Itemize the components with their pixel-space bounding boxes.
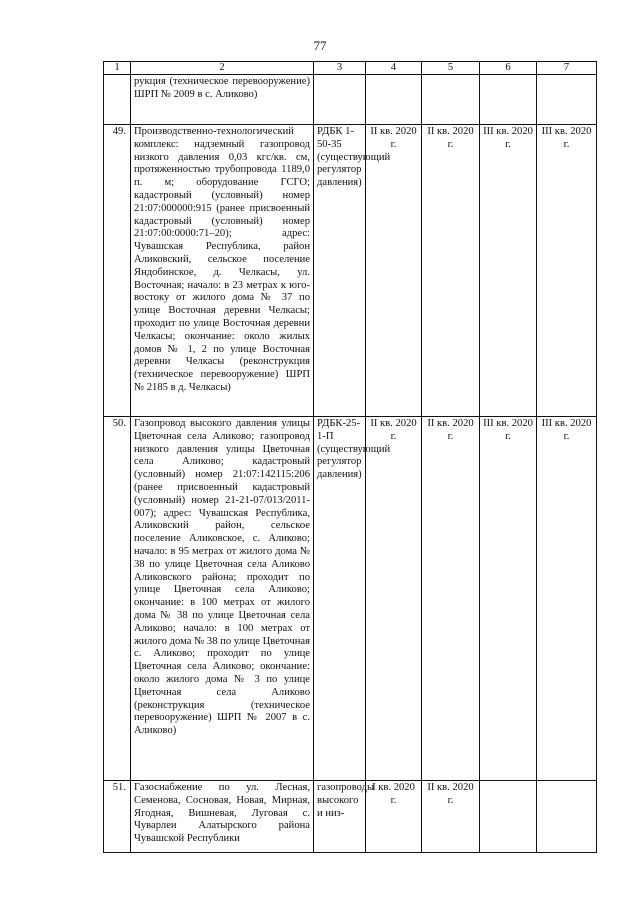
column-header: 5	[422, 62, 480, 75]
table-row	[104, 781, 597, 853]
quarter-cell: III кв. 2020 г.	[480, 417, 537, 781]
column-header: 1	[104, 62, 131, 75]
object-description: Газоснабжение по ул. Лесная, Семенова, Сосновая, Новая, Мирная, Ягодная, Вишневая, Луговая с. Чуварлеи Алатырского района Чувашской Республики	[131, 781, 314, 853]
quarter-cell	[366, 75, 422, 125]
row-number: 50.	[104, 417, 131, 781]
page-number: 77	[313, 38, 327, 53]
column-header: 6	[480, 62, 537, 75]
quarter-cell: III кв. 2020 г.	[480, 125, 537, 417]
quarter-cell: II кв. 2020 г.	[422, 417, 480, 781]
quarter-cell: III кв. 2020 г.	[537, 125, 597, 417]
equipment-type	[314, 75, 366, 125]
quarter-cell	[480, 781, 537, 853]
column-header: 4	[366, 62, 422, 75]
quarter-cell	[537, 75, 597, 125]
row-number: 49.	[104, 125, 131, 417]
table-row	[104, 75, 597, 125]
quarter-cell: II кв. 2020 г.	[422, 125, 480, 417]
column-header: 7	[537, 62, 597, 75]
row-number	[104, 75, 131, 125]
quarter-cell: II кв. 2020 г.	[366, 125, 422, 417]
equipment-type: РДБК-25-1-П (существующий регулятор давления)	[314, 417, 366, 781]
column-header: 3	[314, 62, 366, 75]
quarter-cell	[537, 781, 597, 853]
quarter-cell: III кв. 2020 г.	[537, 417, 597, 781]
quarter-cell	[480, 75, 537, 125]
quarter-cell: I кв. 2020 г.	[366, 781, 422, 853]
table-row	[104, 125, 597, 417]
row-number: 51.	[104, 781, 131, 853]
table-row	[104, 417, 597, 781]
column-header: 2	[131, 62, 314, 75]
quarter-cell: II кв. 2020 г.	[366, 417, 422, 781]
object-description: Газопровод высокого давления улицы Цветочная села Аликово; газопровод низкого давления улицы Цветочная села Аликово; кадастровый (условный) номер 21:07:142115:206 (ранее присвоенный кадастровый (условный) номер 21-21-07/013/2011-007); адрес: Чувашская Республика, Аликовский район, сельское поселение Аликовское, с. Аликово; начало: в 95 метрах от жилого дома № 38 по улице Цветочная села Аликово Аликовского района; проходит по улице Цветочная села Аликово; окончание: в 100 метрах от жилого дома № 38 по улице Цветочная села Аликово; начало: в 100 метрах от жилого дома № 38 по улице Цветочная с. Аликово; проходит по улице Цветочная села Аликово; окончание: около жилого дома № 3 по улице Цветочная села Аликово (реконструкция (техническое перевооружение) ШРП № 2007 в с. Аликово)	[131, 417, 314, 781]
plan-table	[103, 61, 597, 853]
equipment-type: РДБК 1-50-35 (существующий регулятор давления)	[314, 125, 366, 417]
object-description: рукция (техническое перевооружение) ШРП № 2009 в с. Аликово)	[131, 75, 314, 125]
object-description: Производственно-технологический комплекс: надземный газопровод низкого давления 0,03 кгс/кв. см, протяженностью трубопровода 1189,0 п. м; оборудование ГСГО; кадастровый (условный) номер 21:07:000000:915 (ранее присвоенный кадастровый (условный) номер 21:07:00:0000:71–20); адрес: Чувашская Республика, район Аликовский, сельское поселение Яндобинское, д. Челкасы, ул. Восточная; начало: в 23 метрах к юго-востоку от жилого дома № 37 по улице Восточная деревни Челкасы; проходит по улице Восточная деревни Челкасы; окончание: около жилых домов № 1, 2 по улице Восточная деревни Челкасы (реконструкция (техническое перевооружение) ШРП № 2185 в д. Челкасы)	[131, 125, 314, 417]
quarter-cell: II кв. 2020 г.	[422, 781, 480, 853]
equipment-type: газопроводы высокого и низ-	[314, 781, 366, 853]
header-row	[104, 62, 597, 75]
quarter-cell	[422, 75, 480, 125]
